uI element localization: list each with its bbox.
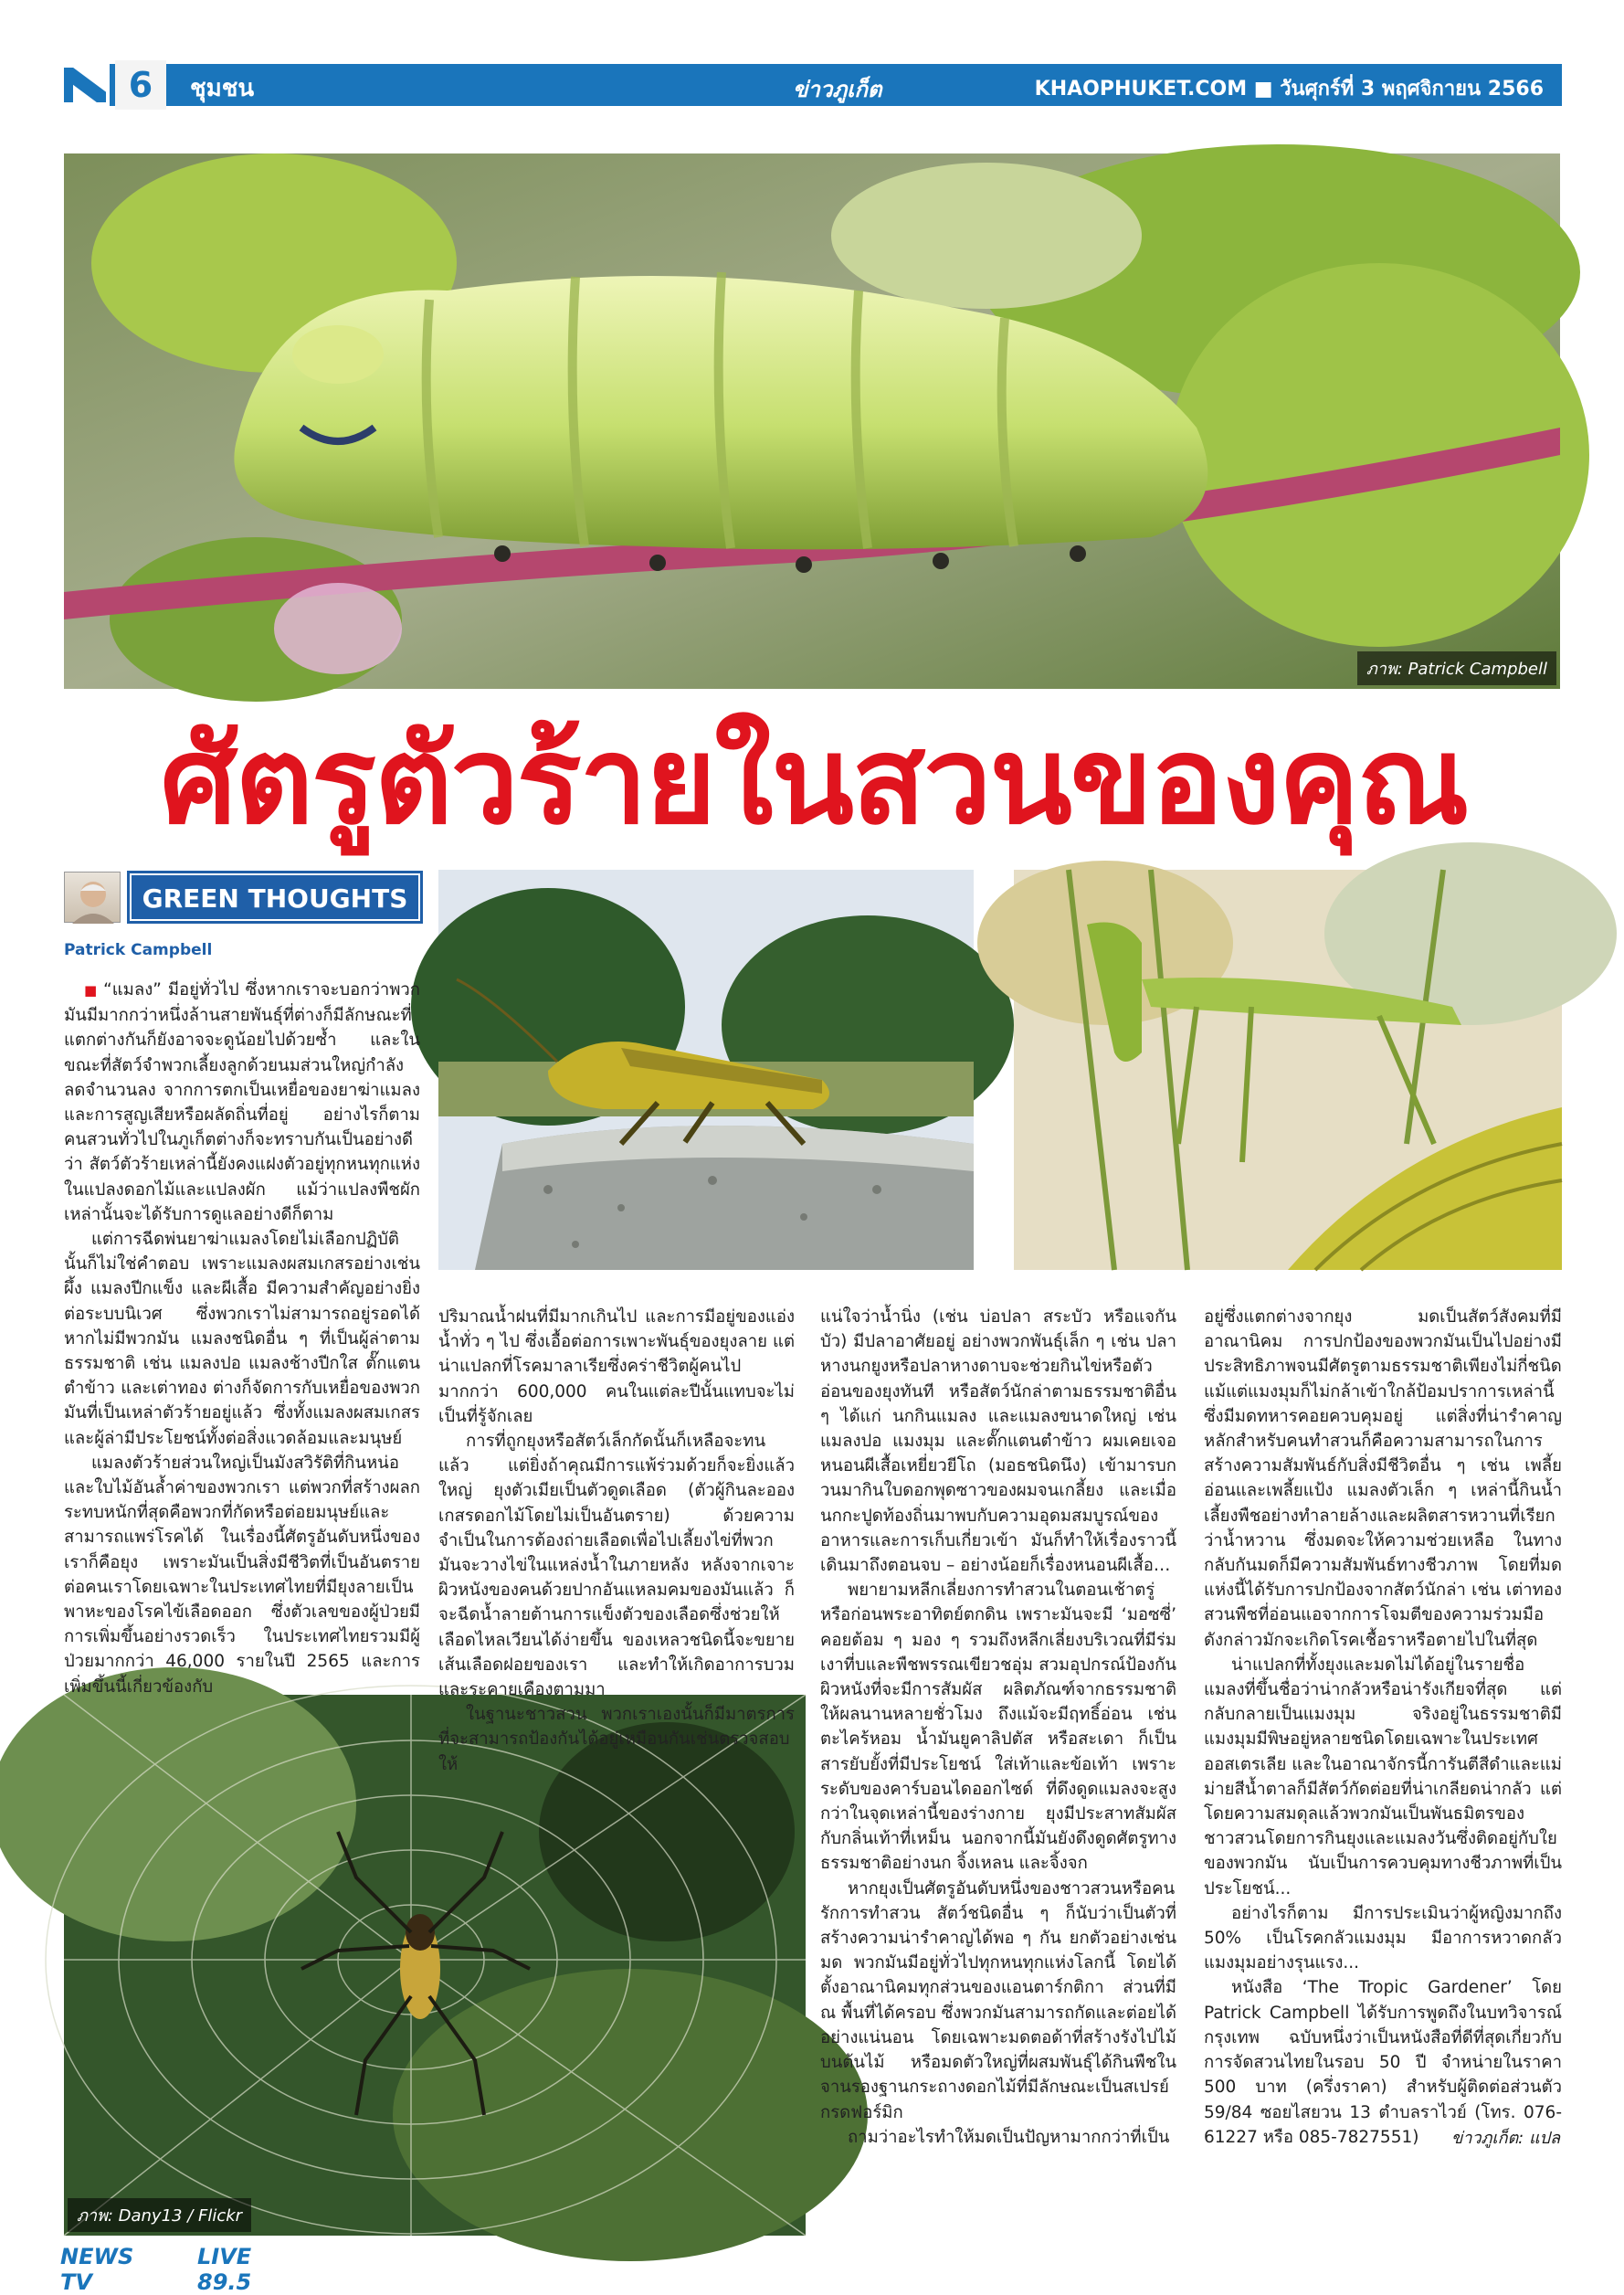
section-name: ชุมชน (190, 75, 255, 102)
dateline: KHAOPHUKET.COM ■ วันศุกร์ที่ 3 พฤศจิกายน 2566 (1034, 78, 1544, 100)
column-label: GREEN THOUGHTS (130, 873, 420, 921)
paragraph: หากยุงเป็นศัตรูอันดับหนึ่งของชาวสวนหรือคนรักการทำสวน สัตว์ชนิดอื่น ๆ ก็นับว่าเป็นตัวที่สร้างความน่ารำคาญได้พอ ๆ กัน ยกตัวอย่างเช่น มด พวกมันมีอยู่ทั่วไปทุกหนทุกแห่งโลกนี้ โดยได้ตั้งอาณานิคมทุกส่วนของแอนตาร์กติกา ส่วนที่มี ณ พื้นที่ได้ครอบ ซึ่งพวกมันสามารถกัดและต่อยได้อย่างแน่นอน โดยเฉพาะมดตอด้าที่สร้างรังไปไม้บนต้นไม้ หรือมดตัวใหญ่ที่ผสมพันธุ์ได้กินพืชในจานรองฐานกระถางดอกไม้ที่มีลักษณะเป็นสเปรย์กรดฟอร์มิก (820, 1878, 1176, 2122)
paragraph: การที่ถูกยุงหรือสัตว์เล็กกัดนั้นก็เหลือจะทนแล้ว แต่ยิ่งถ้าคุณมีการแพ้ร่วมด้วยก็จะยิ่งแล้วใหญ่ ยุงตัวเมียเป็นตัวดูดเลือด (ตัวผู้กินละอองเกสรดอกไม้โดยไม่เป็นอันตราย) ด้วยความจำเป็นในการต้องถ่ายเลือดเพื่อไปเลี้ยงไข่ที่พวกมันจะวางไข่ในแหล่งน้ำในภายหลัง หลังจากเจาะผิวหนังของคนด้วยปากอันแหลมคมของมันแล้ว ก็จะฉีดน้ำลายต้านการแข็งตัวของเลือดซึ่งช่วยให้เลือดไหลเวียนได้ง่ายขึ้น ของเหลวชนิดนี้จะขยายเส้นเลือดฝอยของเรา และทำให้เกิดอาการบวมและระคายเคืองตามมา (438, 1432, 795, 1700)
paragraph: อย่างไรก็ตาม มีการประเมินว่าผู้หญิงมากถึง 50% เป็นโรคกลัวแมงมุม มีอาการหวาดกลัวแมงมุมอย่างรุนแรง... (1204, 1903, 1562, 1973)
grasshopper-photo (438, 870, 974, 1270)
photo-credit: ภาพ: Dany13 / Flickr (68, 2198, 251, 2232)
paragraph: พยายามหลีกเลี่ยงการทำสวนในตอนเช้าตรู่หรือก่อนพระอาทิตย์ตกดิน เพราะมันจะมี ‘มอซซี่’ คอยต้อม ๆ มอง ๆ รวมถึงหลีกเลี่ยงบริเวณที่มีร่มเงาที่บและพืชพรรณเขียวชอุ่ม สวมอุปกรณ์ป้องกันผิวหนังที่จะมีการสัมผัส ผลิตภัณฑ์จากธรรมชาติให้ผลนานหลายชั่วโมง ถึงแม้จะมีฤทธิ์อ่อน เช่น ตะไคร้หอม น้ำมันยูคาลิปตัส หรือสะเดา ก็เป็นสารยับยั้งที่มีประโยชน์ ใส่เท้าและข้อเท้า เพราะระดับของคาร์บอนไดออกไซด์ ที่ดึงดูดแมลงจะสูงกว่าในจุดเหล่านี้ของร่างกาย ยุงมีประสาทสัมผัสกับกลิ่นเท้าที่เหม็น นอกจากนี้มันยังดึงดูดศัตรูทางธรรมชาติอย่างนก จิ้งเหลน และจิ้งจก (820, 1581, 1176, 1874)
n-logo-icon (62, 64, 110, 106)
paragraph: แน่ใจว่าน้ำนิ่ง (เช่น บ่อปลา สระบัว หรือแจกันบัว) มีปลาอาศัยอยู่ อย่างพวกพันธุ์เล็ก ๆ เช่น ปลาหางนกยูงหรือปลาหางดาบจะช่วยกินไข่หรือตัวอ่อนของยุงทันที หรือสัตว์นักล่าตามธรรมชาติอื่น ๆ ได้แก่ นกกินแมลง และแมลงขนาดใหญ่ เช่น แมลงปอ แมงมุม และตั๊กแตนตำข้าว ผมเคยเจอหนอนผีเสื้อเหยี่ยวยีโถ (มอธชนิดนึง) เข้ามารบกวนมากินใบดอกพุดซาวของผมจนเกลี้ยง และเมื่อนกกะปูดท้องถิ่นมาพบกับความอุดมสมบูรณ์ของอาหารและการเก็บเกี่ยวเข้า มันก็ทำให้เรื่องราวนี้เดินมาถึงตอนจบ – อย่างน้อยก็เรื่องหนอนผีเสื้อ… (820, 1307, 1176, 1576)
paragraph: แต่การฉีดพ่นยาฆ่าแมลงโดยไม่เลือกปฏิบัตินั้นก็ไม่ใช่คำตอบ เพราะแมลงผสมเกสรอย่างเช่น ผึ้ง แมลงปีกแข็ง และผีเสื้อ มีความสำคัญอย่างยิ่งต่อระบบนิเวศ ซึ่งพวกเราไม่สามารถอยู่รอดได้หากไม่มีพวกมัน แมลงชนิดอื่น ๆ ที่เป็นผู้ล่าตามธรรมชาติ เช่น แมลงปอ แมลงช้างปีกใส ตั๊กแตนตำข้าว และเต่าทอง ต่างก็จัดการกับเหยื่อของพวกมันที่เป็นเหล่าตัวร้ายอยู่แล้ว ซึ่งทั้งแมลงผสมเกสรและผู้ล่ามีประโยชน์ทั้งต่อสิ่งแวดล้อมและมนุษย์ (64, 1230, 420, 1448)
article-column-2 (438, 1305, 795, 1774)
author-avatar (64, 872, 121, 923)
paragraph: ปริมาณน้ำฝนที่มีมากเกินไป และการมีอยู่ของแอ่งน้ำทั่ว ๆ ไป ซึ่งเอื้อต่อการเพาะพันธุ์ของยุงลาย แต่น่าแปลกที่โรคมาลาเรียซึ่งคร่าชีวิตผู้คนไปมากกว่า 600,000 คนในแต่ละปีนั้นแทบจะไม่เป็นที่รู้จักเลย (438, 1307, 795, 1426)
bullet-icon: ■ (84, 982, 104, 999)
live-radio-logo: LIVE 89.5 (197, 2244, 252, 2295)
translator-signoff: ข่าวภูเก็ต: แปล (1451, 2129, 1560, 2148)
paragraph: หนังสือ ‘The Tropic Gardener’ โดย Patrick Campbell ได้รับการพูดถึงในบทวิจารณ์กรุงเทพ ฉบับหนึ่งว่าเป็นหนังสือที่ดีที่สุดเกี่ยวกับการจัดสวนไทยในรอบ 50 ปี จำหน่ายในราคา 500 บาท (ครึ่งราคา) สำหรับผู้ติดต่อส่วนตัว 59/84 ซอยไสยวน 13 ตำบลราไวย์ (โทร. 076- 61227 หรือ 085-7827551) (1204, 1978, 1562, 2147)
paragraph: ■ “แมลง” มีอยู่ทั่วไป ซึ่งหากเราจะบอกว่าพวกมันมีมากกว่าหนึ่งล้านสายพันธุ์ที่ต่างก็มีลักษณะที่แตกต่างกันก็ยังอาจจะดูน้อยไปด้วยซ้ำ และในขณะที่สัตว์จำพวกเลี้ยงลูกด้วยนมส่วนใหญ่กำลังลดจำนวนลง จากการตกเป็นเหยื่อของยาฆ่าแมลงและการสูญเสียหรือผลัดถิ่นที่อยู่ อย่างไรก็ตามคนสวนทั่วไปในภูเก็ตต่างก็จะทราบกันเป็นอย่างดีว่า สัตว์ตัวร้ายเหล่านี้ยังคงแฝงตัวอยู่ทุกหนทุกแห่งในแปลงดอกไม้และแปลงผัก แม้ว่าแปลงพืชผักเหล่านั้นจะได้รับการดูแลอย่างดีก็ตาม (64, 980, 420, 1224)
page-number: 6 (115, 60, 166, 110)
caterpillar-photo (64, 153, 1560, 689)
photo-credit: ภาพ: Patrick Campbell (1357, 651, 1556, 685)
paragraph: อยู่ซึ่งแตกต่างจากยุง มดเป็นสัตว์สังคมที่มีอาณานิคม การปกป้องของพวกมันเป็นไปอย่างมีประสิทธิภาพจนมีศัตรูตามธรรมชาติเพียงไม่กี่ชนิด แม้แต่แมงมุมก็ไม่กล้าเข้าใกล้ป้อมปราการเหล่านี้ซึ่งมีมดทหารคอยควบคุมอยู่ แต่สิ่งที่น่ารำคาญหลักสำหรับคนทำสวนก็คือความสามารถในการสร้างความสัมพันธ์กับสิ่งมีชีวิตอื่น ๆ เช่น เพลี้ยอ่อนและเพลี้ยแป้ง แมลงตัวเล็ก ๆ เหล่านี้กินน้ำเลี้ยงพืชอย่างทำลายล้างและผลิตสารหวานที่เรียกว่าน้ำหวาน ซึ่งมดจะให้ความช่วยเหลือ ในทางกลับกันมดก็มีความสัมพันธ์ทางชีวภาพ โดยที่มดแห่งนี้ได้รับการปกป้องจากสัตว์นักล่า เช่น เต่าทอง สวนพืชที่อ่อนแอจากการโจมตีของความร่วมมือดังกล่าวมักจะเกิดโรคเชื้อราหรือตายไปในที่สุด (1204, 1307, 1562, 1650)
paragraph: ถามว่าอะไรทำให้มดเป็นปัญหามากกว่าที่เป็น (848, 2127, 1170, 2147)
paragraph: น่าแปลกที่ทั้งยุงและมดไม่ได้อยู่ในรายชื่อแมลงที่ขึ้นชื่อว่าน่ากลัวหรือน่ารังเกียจที่สุด แต่กลับกลายเป็นแมงมุม จริงอยู่ในธรรมชาติมีแมงมุมมีพิษอยู่หลายชนิดโดยเฉพาะในประเทศออสเตรเลีย และในอาณาจักรนี้การันตีสีดำและแม่ม่ายสีน้ำตาลก็มีสัตว์กัดต่อยที่น่าเกลียดน่ากลัว แต่โดยความสมดุลแล้วพวกมันเป็นพันธมิตรของชาวสวนโดยการกินยุงและแมลงวันซึ่งติดอยู่กับใยของพวกมัน นับเป็นการควบคุมทางชีวภาพที่เป็นประโยชน์... (1204, 1655, 1562, 1898)
column-header (60, 870, 426, 923)
newstv-logo: NEWS TV (60, 2244, 134, 2295)
mantis-photo (1014, 870, 1562, 1270)
article-column-1 (64, 978, 420, 1697)
author-byline: Patrick Campbell (64, 941, 213, 959)
paragraph: ในฐานะชาวสวน พวกเราเองนั้นก็มีมาตรการที่จะสามารถป้องกันได้อยู่เหมือนกันเช่นตรวจสอบให้ (438, 1705, 795, 1774)
paragraph: แมลงตัวร้ายส่วนใหญ่เป็นมังสวิรัติที่กินหน่อและใบไม้อันล้ำค่าของพวกเรา แต่พวกที่สร้างผลกระทบหนักที่สุดคือพวกที่กัดหรือต่อยมนุษย์และสามารถแพร่โรคได้ ในเรื่องนี้ศัตรูอันดับหนึ่งของเราก็คือยุง เพราะมันเป็นสิ่งมีชีวิตที่เป็นอันตรายต่อคนเราโดยเฉพาะในประเทศไทยที่มียุงลายเป็นพาหะของโรคไข้เลือดออก ซึ่งตัวเลขของผู้ป่วยมีการเพิ่มขึ้นอย่างรวดเร็ว ในประเทศไทยรวมมีผู้ป่วยมากกว่า 46,000 รายในปี 2565 และการเพิ่มขึ้นนี้เกี่ยวข้องกับ (64, 1453, 420, 1697)
page-header (62, 64, 1562, 106)
headline: ศัตรูตัวร้ายในสวนของคุณ (160, 711, 1468, 851)
brand-logo: ข่าวภูเก็ต (793, 77, 882, 102)
article-column-3 (820, 1305, 1176, 2227)
